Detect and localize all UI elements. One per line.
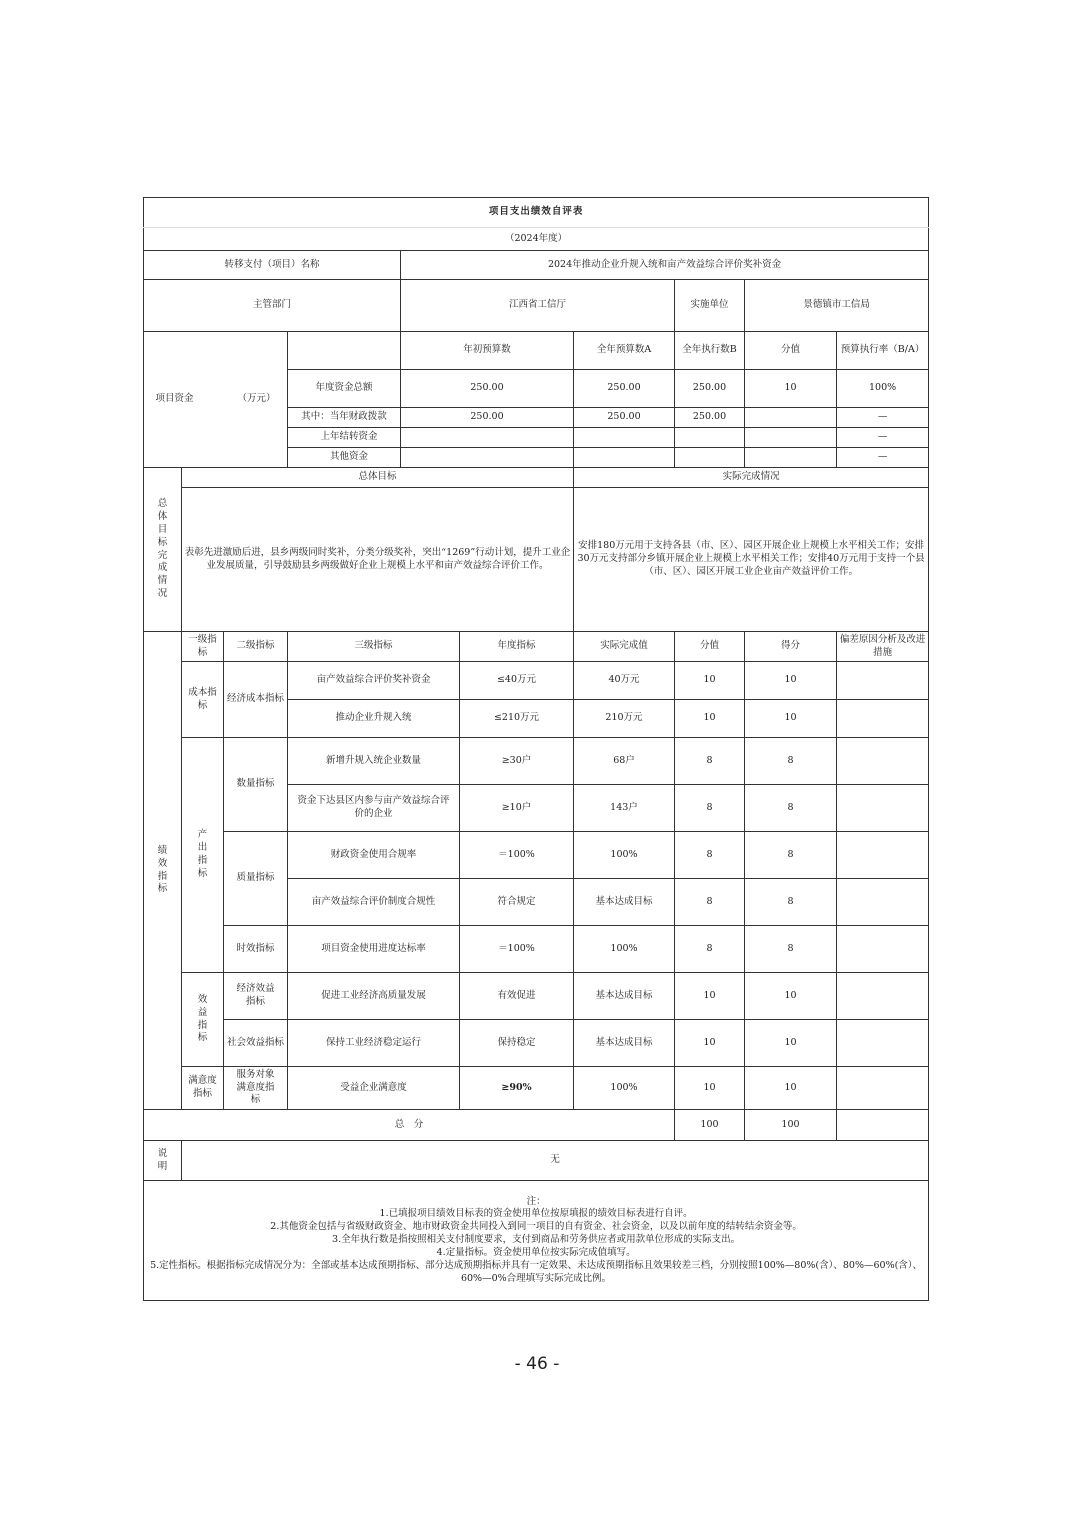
actual-value: 210万元 <box>574 700 675 738</box>
table-title: 项目支出绩效自评表 <box>144 198 929 228</box>
annual-target: 保持稳定 <box>460 1020 574 1067</box>
deviation-note <box>837 926 929 973</box>
level3-indicator: 资金下达县区内参与亩产效益综合评价的企业 <box>288 785 460 832</box>
perf-header: 实际完成值 <box>574 632 675 662</box>
indicator-score: 8 <box>675 879 745 926</box>
level2-quality: 质量指标 <box>224 832 288 926</box>
indicator-score: 10 <box>675 700 745 738</box>
indicator-score: 8 <box>675 738 745 785</box>
level2-service: 服务对象满意度指标 <box>224 1067 288 1110</box>
indicator-got: 10 <box>745 1020 837 1067</box>
fund-cell: 250.00 <box>675 370 745 408</box>
indicator-score: 10 <box>675 1020 745 1067</box>
remark-text: 无 <box>182 1141 929 1181</box>
indicator-score: 10 <box>675 1067 745 1110</box>
perf-header: 年度指标 <box>460 632 574 662</box>
indicator-score: 10 <box>675 662 745 700</box>
level3-indicator: 保持工业经济稳定运行 <box>288 1020 460 1067</box>
note-line: 1.已填报项目绩效目标表的资金使用单位按原填报的绩效目标表进行自评。 <box>379 1208 693 1220</box>
perf-header: 分值 <box>675 632 745 662</box>
deviation-note <box>837 785 929 832</box>
fund-cell: 250.00 <box>401 370 574 408</box>
impl-value: 景德镇市工信局 <box>745 280 929 332</box>
fund-label-cell <box>144 332 288 468</box>
fund-row-name: 其中：当年财政拨款 <box>288 408 401 428</box>
level1-cost: 成本指标 <box>182 662 224 738</box>
remark-label: 说明 <box>144 1141 182 1181</box>
indicator-got: 8 <box>745 926 837 973</box>
annual-target: ＝100% <box>460 926 574 973</box>
project-name-label: 转移支付（项目）名称 <box>144 251 401 280</box>
annual-target: ≥90% <box>460 1067 574 1110</box>
note-line: 4.定量指标。资金使用单位按实际完成值填写。 <box>436 1246 636 1258</box>
deviation-note <box>837 879 929 926</box>
level2-quantity: 数量指标 <box>224 738 288 832</box>
level3-indicator: 项目资金使用进度达标率 <box>288 926 460 973</box>
deviation-note <box>837 973 929 1020</box>
goal-actual-header: 实际完成情况 <box>574 468 929 488</box>
note-line: 注： <box>526 1195 546 1207</box>
level3-indicator: 亩产效益综合评价奖补资金 <box>288 662 460 700</box>
indicator-got: 10 <box>745 1067 837 1110</box>
level2-timeliness: 时效指标 <box>224 926 288 973</box>
level1-output: 产出指标 <box>182 738 224 973</box>
note-line: 5.定性指标。根据指标完成情况分为：全部或基本达成预期指标、部分达成预期指标并具有一定效果、未达成预期指标且效果较差三档，分别按照100%—80%(含）、80%—60%(含）、60%—0%合理填写实际完成比例。 <box>150 1259 923 1284</box>
note-line: 2.其他资金包括与省级财政资金、地市财政资金共同投入到同一项目的自有资金、社会资金，以及以前年度的结转结余资金等。 <box>270 1221 802 1233</box>
fund-cell: — <box>837 428 929 448</box>
fund-cell <box>675 428 745 448</box>
indicator-score: 8 <box>675 926 745 973</box>
fund-cell <box>745 428 837 448</box>
fund-cell <box>574 428 675 448</box>
deviation-note <box>837 832 929 879</box>
fund-cell: — <box>837 448 929 468</box>
actual-value: 40万元 <box>574 662 675 700</box>
level3-indicator: 受益企业满意度 <box>288 1067 460 1110</box>
deviation-note <box>837 700 929 738</box>
indicator-score: 8 <box>675 785 745 832</box>
deviation-note <box>837 662 929 700</box>
fund-cell: 250.00 <box>574 370 675 408</box>
indicator-got: 10 <box>745 662 837 700</box>
level2-econ-benefit: 经济效益指标 <box>224 973 288 1020</box>
indicator-got: 8 <box>745 879 837 926</box>
dept-value: 江西省工信厅 <box>401 280 675 332</box>
dept-label: 主管部门 <box>144 280 401 332</box>
fund-cell <box>675 448 745 468</box>
indicator-score: 8 <box>675 832 745 879</box>
level2-social-benefit: 社会效益指标 <box>224 1020 288 1067</box>
level3-indicator: 推动企业升规入统 <box>288 700 460 738</box>
fund-cell <box>745 408 837 428</box>
fund-cell: 100% <box>837 370 929 408</box>
fund-header: 预算执行率（B/A） <box>837 332 929 370</box>
deviation-note <box>837 1067 929 1110</box>
level2-econ-cost: 经济成本指标 <box>224 662 288 738</box>
perf-header: 一级指标 <box>182 632 224 662</box>
total-label: 总 分 <box>144 1110 675 1141</box>
fund-cell <box>401 428 574 448</box>
impl-label: 实施单位 <box>675 280 745 332</box>
actual-value: 68户 <box>574 738 675 785</box>
fund-row-name: 其他资金 <box>288 448 401 468</box>
indicator-got: 10 <box>745 973 837 1020</box>
fund-header-blank <box>288 332 401 370</box>
fund-label: 项目资金 <box>155 393 194 405</box>
fund-row-name: 上年结转资金 <box>288 428 401 448</box>
report-year: （2024年度） <box>144 228 929 251</box>
actual-value: 100% <box>574 1067 675 1110</box>
deviation-note <box>837 1020 929 1067</box>
fund-cell: 10 <box>745 370 837 408</box>
annual-target: ≥10户 <box>460 785 574 832</box>
actual-value: 143户 <box>574 785 675 832</box>
fund-cell: 250.00 <box>401 408 574 428</box>
note-line: 3.全年执行数是指按照相关支付制度要求，支付到商品和劳务供应者或用款单位形成的实际支出。 <box>332 1234 741 1246</box>
fund-cell: 250.00 <box>574 408 675 428</box>
actual-value: 100% <box>574 832 675 879</box>
indicator-got: 8 <box>745 785 837 832</box>
performance-self-evaluation-table <box>143 197 929 1301</box>
level1-benefit: 效益指标 <box>182 973 224 1067</box>
goal-target-text: 表彰先进激励后进，县乡两级同时奖补，分类分级奖补，突出“1269”行动计划，提升工业企业发展质量，引导鼓励县乡两级做好企业上规模上水平和亩产效益综合评价工作。 <box>182 488 574 632</box>
actual-value: 基本达成目标 <box>574 879 675 926</box>
perf-header: 二级指标 <box>224 632 288 662</box>
indicator-got: 8 <box>745 832 837 879</box>
deviation-note <box>837 738 929 785</box>
perf-header: 得分 <box>745 632 837 662</box>
total-note <box>837 1110 929 1141</box>
level3-indicator: 促进工业经济高质量发展 <box>288 973 460 1020</box>
annual-target: ＝100% <box>460 832 574 879</box>
level1-satisfaction: 满意度指标 <box>182 1067 224 1110</box>
perf-label: 绩效指标 <box>144 632 182 1110</box>
fund-cell <box>401 448 574 468</box>
fund-row-name: 年度资金总额 <box>288 370 401 408</box>
fund-header: 全年预算数A <box>574 332 675 370</box>
fund-cell: 250.00 <box>675 408 745 428</box>
indicator-got: 8 <box>745 738 837 785</box>
perf-header: 三级指标 <box>288 632 460 662</box>
fund-header: 年初预算数 <box>401 332 574 370</box>
annual-target: ≤210万元 <box>460 700 574 738</box>
page-number: - 46 - <box>514 1354 560 1374</box>
level3-indicator: 亩产效益综合评价制度合规性 <box>288 879 460 926</box>
total-score: 100 <box>675 1110 745 1141</box>
annual-target: 符合规定 <box>460 879 574 926</box>
actual-value: 基本达成目标 <box>574 1020 675 1067</box>
fund-unit: （万元） <box>237 393 276 405</box>
fund-cell <box>745 448 837 468</box>
fund-header: 分值 <box>745 332 837 370</box>
level3-indicator: 新增升规入统企业数量 <box>288 738 460 785</box>
annual-target: ≤40万元 <box>460 662 574 700</box>
total-got: 100 <box>745 1110 837 1141</box>
goal-actual-text: 安排180万元用于支持各县（市、区）、园区开展企业上规模上水平相关工作；安排30万元支持部分乡镇开展企业上规模上水平相关工作；安排40万元用于支持一个县（市、区）、园区开展工业企业亩产效益评价工作。 <box>574 488 929 632</box>
perf-header: 偏差原因分析及改进措施 <box>837 632 929 662</box>
goal-target-header: 总体目标 <box>182 468 574 488</box>
actual-value: 基本达成目标 <box>574 973 675 1020</box>
fund-cell: — <box>837 408 929 428</box>
fund-cell <box>574 448 675 468</box>
annual-target: ≥30户 <box>460 738 574 785</box>
fund-header: 全年执行数B <box>675 332 745 370</box>
notes-block <box>144 1181 929 1301</box>
goal-label: 总体目标完成情况 <box>144 468 182 632</box>
level3-indicator: 财政资金使用合规率 <box>288 832 460 879</box>
indicator-score: 10 <box>675 973 745 1020</box>
actual-value: 100% <box>574 926 675 973</box>
project-name: 2024年推动企业升规入统和亩产效益综合评价奖补资金 <box>401 251 929 280</box>
indicator-got: 10 <box>745 700 837 738</box>
annual-target: 有效促进 <box>460 973 574 1020</box>
